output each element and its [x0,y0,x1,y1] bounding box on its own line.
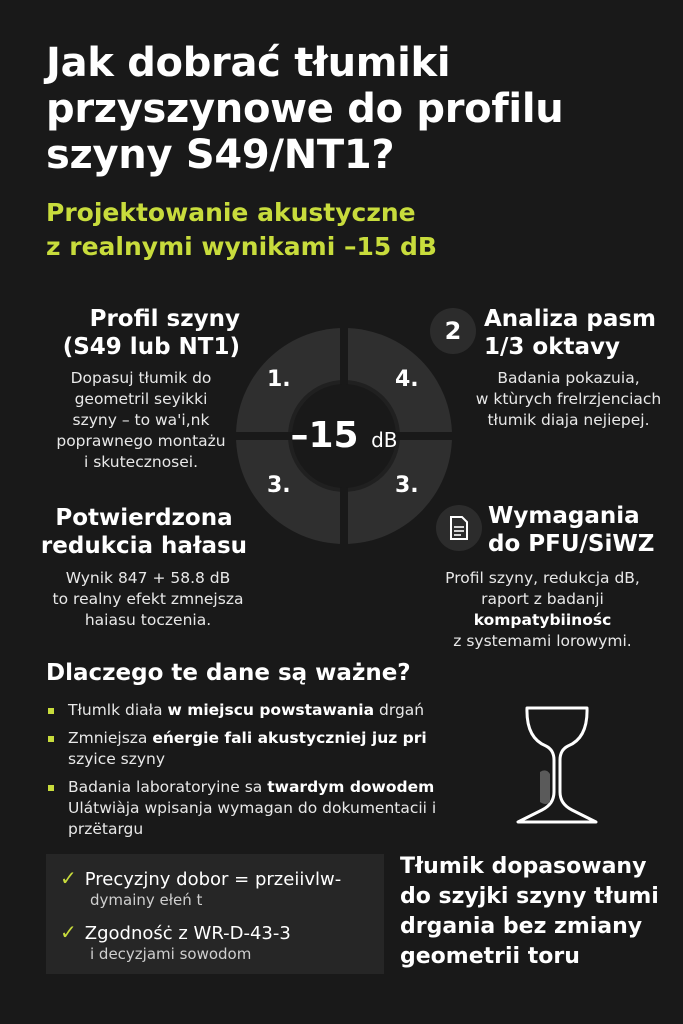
segment-number-top-right: 4. [395,367,419,392]
profile-text-line: Dopasuj tłumik do [70,369,212,387]
final-note: Tłumik dopasowany do szyjki szyny tłumi drgania bez zmiany geometrii toru [400,854,659,969]
list-item-emphasis: eńergie fali akustyczniej juz pri [152,729,427,747]
list-item-emphasis: w miejscu powstawania [167,701,375,719]
benefit-row [60,866,341,910]
reduction-value [233,415,455,456]
segment-number-bottom-right: 3. [395,473,419,498]
requirements-text-line: raport z badanji [481,590,604,608]
requirements-title-line-1: Wymagania [488,503,640,529]
list-item [46,728,446,770]
confirmed-text-line: to realny efekt zmnejsza [52,590,244,608]
confirmed-title [28,504,260,560]
confirmed-text [38,568,258,631]
subtitle-line-2: z realnymi wynikami –15 dB [46,232,437,261]
check-icon: ✓ [60,920,77,944]
confirmed-text-line: Wynik 847 + 58.8 dB [65,569,231,587]
reduction-number: –15 [290,415,359,456]
analysis-text-line: tłumik diaja nejiepej. [487,411,650,429]
why-title: Dlaczego te dane są ważne? [46,660,411,686]
requirements-text-line: kompatybiinośc [473,611,612,629]
list-item-text: Ulátwiàja wpisanja wymagan do dokumentacii i przëtargu [68,799,437,838]
confirmed-title-line-1: Potwierdzona [55,505,233,531]
reduction-ring [233,325,455,547]
list-item-text: drgań [374,701,425,719]
page-subtitle [46,196,646,264]
analysis-title [484,305,674,361]
rail-profile-icon [492,702,622,832]
why-list [46,700,446,847]
segment-number-bottom-left: 3. [267,473,291,498]
analysis-text [456,368,681,431]
requirements-text [430,568,655,652]
list-item [46,777,446,840]
list-item-text: szyice szyny [68,750,166,768]
requirements-text-line: Profil szyny, redukcja dB, [445,569,640,587]
analysis-title-line-1: Analiza pasm [484,306,657,332]
list-item-text: Zmniejsza [68,729,153,747]
profile-text [36,368,246,473]
requirements-title [488,502,678,558]
profile-text-line: poprawnego montażu [56,432,226,450]
profile-text-line: szyny – to wa'i,nk [72,411,210,429]
list-item-emphasis: twardym dowodem [267,778,435,796]
requirements-text-line: z systemami lorowymi. [453,632,632,650]
check-icon: ✓ [60,866,77,890]
list-item [46,700,446,721]
benefit-sub: dymainy ełeń t [90,891,203,909]
step-number-badge: 2 [430,308,476,354]
analysis-text-line: Badania pokazuia, [497,369,640,387]
confirmed-title-line-2: redukcia hałasu [40,533,248,559]
subtitle-line-1: Projektowanie akustyczne [46,198,416,227]
benefit-main: Precyzjny dobor = przeiivlw- [84,869,342,890]
document-icon [436,505,482,551]
segment-number-top-left: 1. [267,367,291,392]
analysis-text-line: w ktùrych frelrzjenciach [475,390,662,408]
profile-title-line-2: (S49 lub NT1) [62,334,240,360]
confirmed-text-line: haiasu toczenia. [84,611,212,629]
list-item-text: Badania laboratoryine sa [68,778,268,796]
profile-text-line: i skutecznosei. [83,453,199,471]
profile-title [40,305,240,361]
benefits-box [46,854,384,974]
reduction-unit: dB [371,428,398,452]
requirements-title-line-2: do PFU/SiWZ [488,531,655,557]
profile-text-line: geometril seyikki [74,390,208,408]
benefit-sub: i decyzjami sowodom [90,945,252,963]
list-item-text: Tłumlk diała [68,701,168,719]
benefit-main: Zgodnośċ z WR-D-43-3 [84,923,291,944]
page-title: Jak dobrać tłumiki przyszynowe do profilu szyny S49/NT1? [46,40,564,178]
profile-title-line-1: Profil szyny [89,306,240,332]
analysis-title-line-2: 1/3 oktavy [484,334,621,360]
benefit-row [60,920,291,964]
